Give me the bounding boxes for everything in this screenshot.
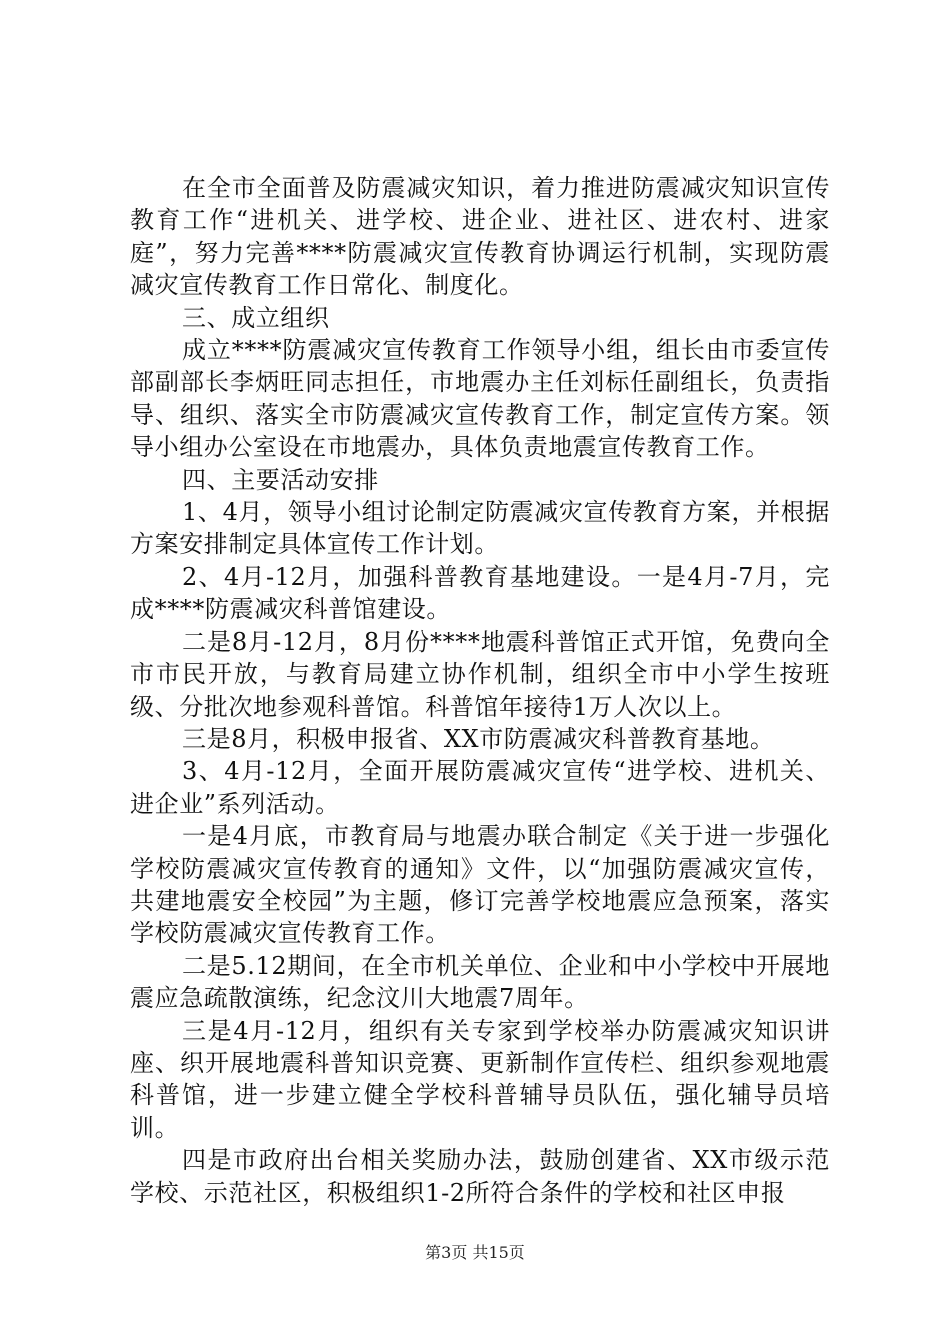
document-body [130, 172, 830, 1209]
paragraph-activity-3-a: 一是4月底，市教育局与地震办联合制定《关于进一步强化学校防震减灾宣传教育的通知》文件，以“加强防震减灾宣传，共建地震安全校园”为主题，修订完善学校地震应急预案，落实学校防震减灾宣传教育工作。 [130, 822, 830, 948]
page-number-footer: 第3页 共15页 [425, 1243, 525, 1262]
paragraph-activity-2-b: 二是8月-12月，8月份****地震科普馆正式开馆，免费向全市市民开放，与教育局建立协作机制，组织全市中小学生按班级、分批次地参观科普馆。科普馆年接待1万人次以上。 [130, 627, 830, 721]
paragraph-activity-3-d: 四是市政府出台相关奖励办法，鼓励创建省、XX市级示范学校、示范社区，积极组织1-2所符合条件的学校和社区申报 [130, 1146, 830, 1207]
paragraph-activity-3: 3、4月-12月，全面开展防震减灾宣传“进学校、进机关、进企业”系列活动。 [130, 757, 830, 818]
paragraph-goal: 在全市全面普及防震减灾知识，着力推进防震减灾知识宣传教育工作“进机关、进学校、进企业、进社区、进农村、进家庭”，努力完善****防震减灾宣传教育协调运行机制，实现防震减灾宣传教育工作日常化、制度化。 [130, 174, 830, 300]
paragraph-activity-3-b: 二是5.12期间，在全市机关单位、企业和中小学校中开展地震应急疏散演练，纪念汶川大地震7周年。 [130, 951, 830, 1013]
paragraph-activity-3-c: 三是4月-12月，组织有关专家到学校举办防震减灾知识讲座、织开展地震科普知识竞赛、更新制作宣传栏、组织参观地震科普馆，进一步建立健全学校科普辅导员队伍，强化辅导员培训。 [130, 1016, 830, 1142]
paragraph-activity-1: 1、4月，领导小组讨论制定防震减灾宣传教育方案，并根据方案安排制定具体宣传工作计划。 [130, 498, 830, 559]
section-heading-activities: 四、主要活动安排 [182, 465, 379, 494]
paragraph-activity-2: 2、4月-12月，加强科普教育基地建设。一是4月-7月，完成****防震减灾科普馆建设。 [130, 562, 830, 624]
section-heading-organization: 三、成立组织 [182, 303, 330, 332]
paragraph-activity-2-c: 三是8月，积极申报省、XX市防震减灾科普教育基地。 [182, 724, 775, 753]
paragraph-organization: 成立****防震减灾宣传教育工作领导小组，组长由市委宣传部副部长李炳旺同志担任，市地震办主任刘标任副组长，负责指导、组织、落实全市防震减灾宣传教育工作，制定宣传方案。领导小组办公室设在市地震办，具体负责地震宣传教育工作。 [130, 336, 830, 462]
